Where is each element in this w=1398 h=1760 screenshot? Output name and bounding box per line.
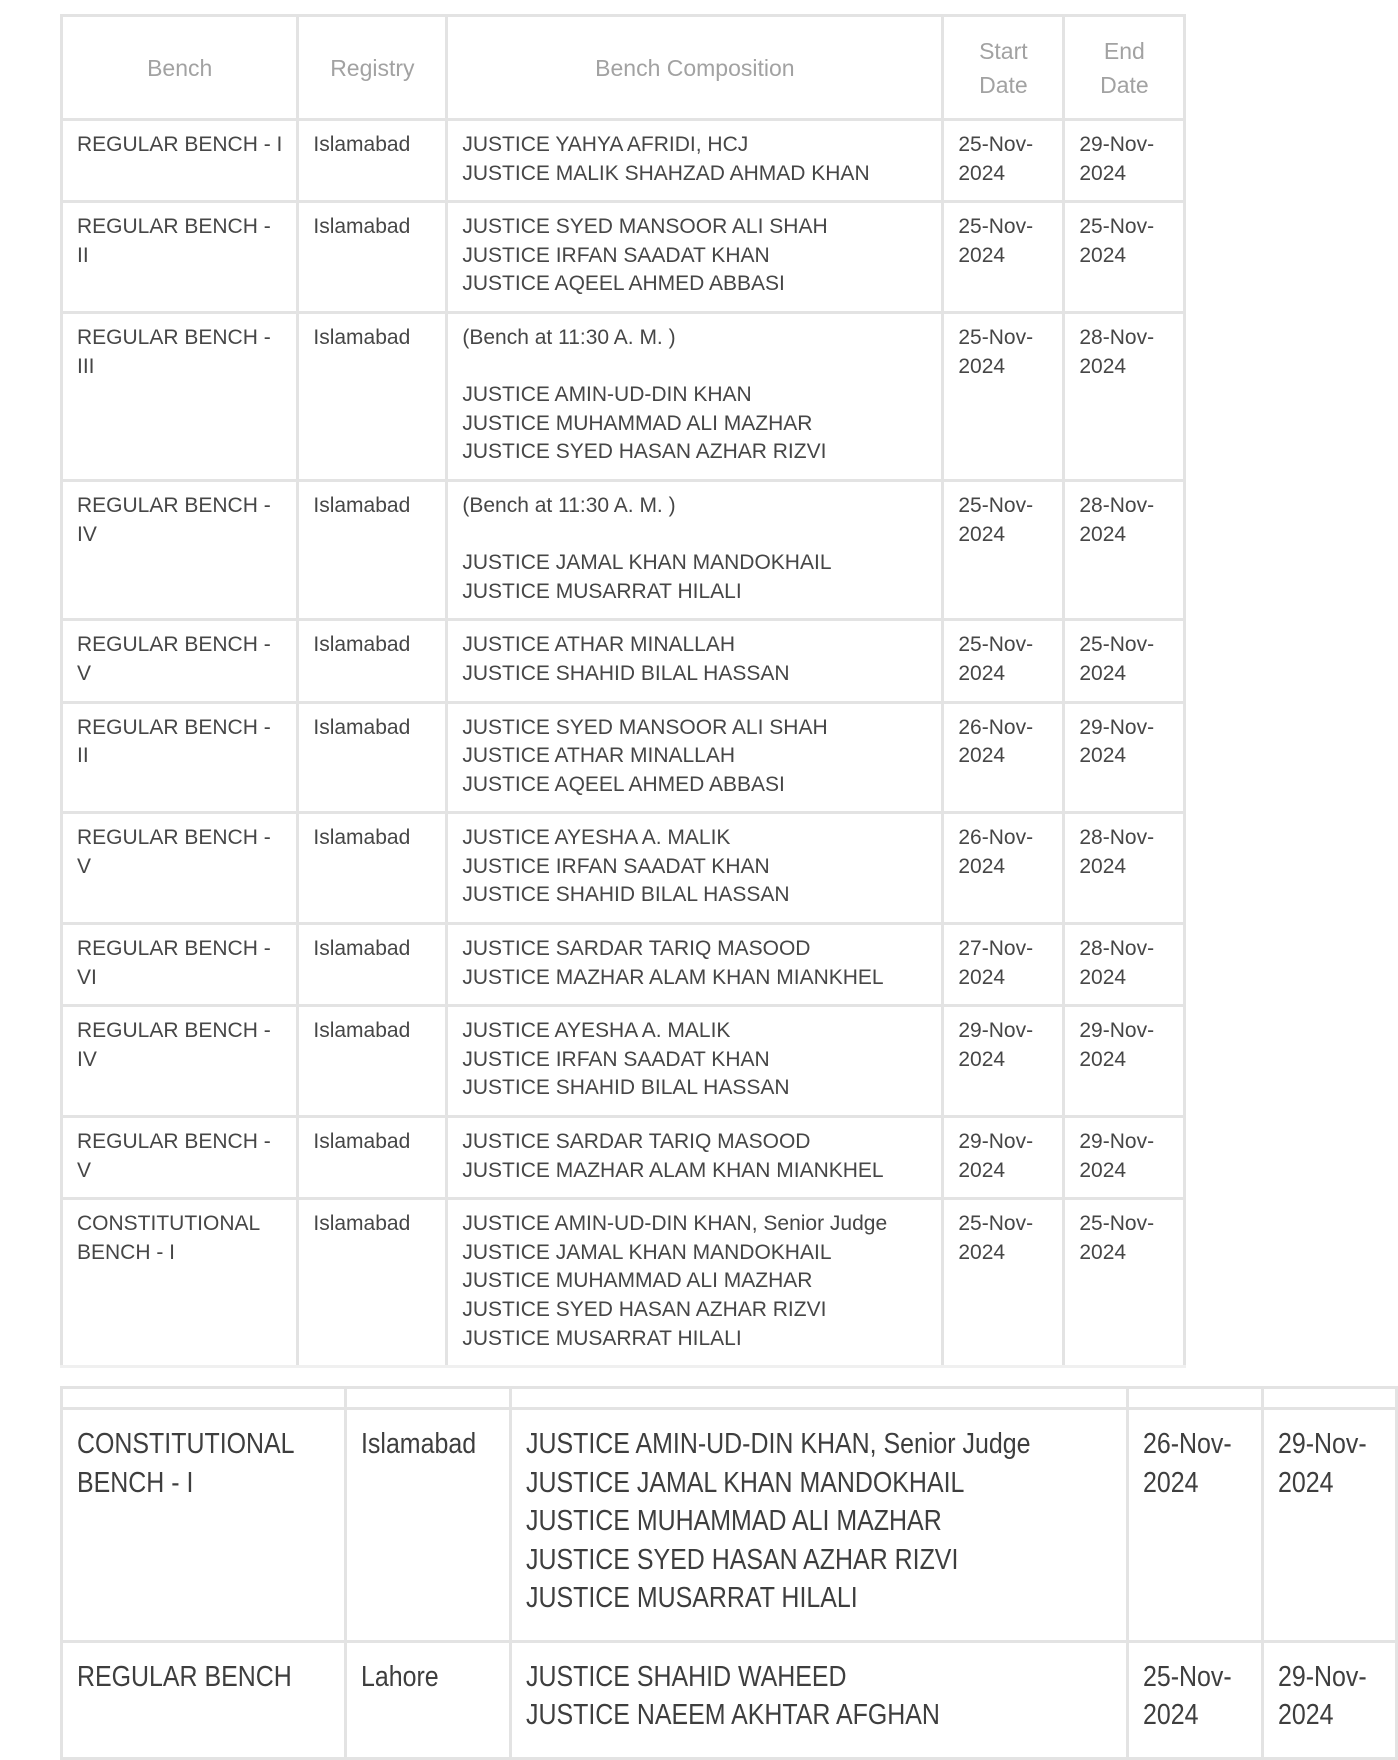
registry-line: Islamabad: [313, 325, 411, 349]
header-start-line1: Start: [979, 37, 1028, 64]
registry-cell: [298, 480, 447, 619]
end-date-line: 25-Nov-: [1079, 1212, 1155, 1236]
bench-line: REGULAR BENCH -: [77, 325, 271, 349]
start-date-cell: [943, 813, 1064, 924]
end-date-line: 29-Nov-: [1079, 715, 1155, 739]
bench-time-note: (Bench at 11:30 A. M. ): [462, 493, 676, 517]
end-date-cell: [1064, 813, 1185, 924]
bench-cell: [62, 620, 298, 702]
header-composition: Bench Composition: [447, 16, 943, 120]
start-date-line: 26-Nov-: [958, 715, 1034, 739]
justice-name: JUSTICE IRFAN SAADAT KHAN: [462, 243, 770, 267]
bench-line: REGULAR BENCH -: [77, 1019, 271, 1043]
table-row: [62, 924, 1185, 1006]
composition-cell: [447, 813, 943, 924]
composition-cell: [447, 1006, 943, 1117]
start-date-cell: [943, 312, 1064, 480]
header-start-line2: Date: [979, 71, 1028, 98]
end-date-line: 2024: [1277, 1466, 1334, 1499]
end-date-line: 2024: [1079, 243, 1127, 267]
bench-cell: [62, 120, 298, 202]
justice-name: JUSTICE JAMAL KHAN MANDOKHAIL: [462, 551, 832, 575]
justice-name: JUSTICE AMIN-UD-DIN KHAN: [462, 383, 752, 407]
start-date-line: 25-Nov-: [958, 493, 1034, 517]
registry-line: Islamabad: [313, 1212, 411, 1236]
table-row: [62, 480, 1185, 619]
end-date-line: 29-Nov-: [1277, 1428, 1367, 1460]
start-date-line: 26-Nov-: [958, 826, 1034, 850]
start-date-line: 29-Nov-: [958, 1019, 1034, 1043]
bench-line: REGULAR BENCH -: [77, 715, 271, 739]
justice-name: JUSTICE SHAHID BILAL HASSAN: [462, 883, 790, 907]
registry-cell: [345, 1409, 510, 1642]
end-date-cell: [1064, 312, 1185, 480]
registry-cell: [298, 1006, 447, 1117]
end-date-cell: [1262, 1409, 1396, 1642]
composition-cell: [447, 120, 943, 202]
end-date-line: 2024: [1079, 965, 1127, 989]
start-date-line: 2024: [958, 1240, 1006, 1264]
bench-cell: [62, 1641, 346, 1758]
start-date-line: 2024: [958, 744, 1006, 768]
bench-line: IV: [77, 522, 97, 546]
table-row: [62, 813, 1185, 924]
end-date-line: 28-Nov-: [1079, 826, 1155, 850]
table-row: [62, 202, 1185, 313]
registry-line: Islamabad: [313, 133, 411, 156]
table-row: [62, 702, 1185, 813]
bench-cell: [62, 1117, 298, 1199]
registry-line: Islamabad: [360, 1428, 477, 1460]
justice-name: JUSTICE AMIN-UD-DIN KHAN, Senior Judge: [462, 1212, 888, 1236]
start-date-cell: [943, 202, 1064, 313]
start-date-line: 2024: [958, 161, 1006, 185]
header-end-date: [1064, 16, 1185, 120]
start-date-line: 2024: [1143, 1466, 1199, 1499]
registry-cell: [298, 813, 447, 924]
bench-line: REGULAR BENCH -: [77, 826, 271, 850]
start-date-cell: [943, 120, 1064, 202]
justice-name: JUSTICE MUSARRAT HILALI: [462, 579, 742, 603]
start-date-cell: [943, 702, 1064, 813]
start-date-line: 25-Nov-: [1143, 1660, 1233, 1693]
end-date-line: 2024: [1079, 1158, 1127, 1182]
bench-line: REGULAR BENCH -: [77, 633, 271, 657]
registry-line: Islamabad: [313, 1130, 411, 1154]
registry-line: Islamabad: [313, 633, 411, 657]
spacer: [462, 353, 927, 382]
end-date-line: 28-Nov-: [1079, 325, 1155, 349]
bench-line: VI: [77, 965, 97, 989]
bench-line: II: [77, 744, 89, 768]
registry-cell: [298, 702, 447, 813]
start-date-cell: [943, 924, 1064, 1006]
justice-name: JUSTICE AQEEL AHMED ABBASI: [462, 272, 785, 296]
registry-line: Islamabad: [313, 826, 411, 850]
header-bench: Bench: [62, 16, 298, 120]
end-date-line: 2024: [1079, 1240, 1127, 1264]
end-date-cell: [1262, 1641, 1396, 1758]
start-date-line: 2024: [958, 354, 1006, 378]
table-row: [62, 1117, 1185, 1199]
header-end-line1: End: [1103, 37, 1145, 64]
start-date-line: 29-Nov-: [958, 1130, 1034, 1154]
start-date-line: 25-Nov-: [958, 133, 1034, 156]
registry-cell: [298, 1117, 447, 1199]
justice-name: JUSTICE MUHAMMAD ALI MAZHAR: [525, 1505, 942, 1537]
justice-name: JUSTICE JAMAL KHAN MANDOKHAIL: [525, 1466, 965, 1499]
bench-line: V: [77, 661, 92, 685]
end-date-line: 25-Nov-: [1079, 633, 1155, 657]
start-date-cell: [943, 1117, 1064, 1199]
header-registry: Registry: [298, 16, 447, 120]
end-date-line: 2024: [1277, 1699, 1334, 1731]
bench-line: IV: [77, 1047, 97, 1071]
justice-name: JUSTICE IRFAN SAADAT KHAN: [462, 1047, 770, 1071]
justice-name: JUSTICE ATHAR MINALLAH: [462, 744, 736, 768]
justice-name: JUSTICE SHAHID BILAL HASSAN: [462, 1076, 790, 1100]
start-date-line: 2024: [958, 965, 1006, 989]
table-row: [62, 1641, 1397, 1758]
justice-name: JUSTICE SARDAR TARIQ MASOOD: [462, 937, 811, 961]
end-date-cell: [1064, 1006, 1185, 1117]
bench-line: REGULAR BENCH -: [77, 1130, 271, 1154]
end-date-line: 2024: [1079, 744, 1127, 768]
justice-name: JUSTICE AMIN-UD-DIN KHAN, Senior Judge: [525, 1428, 1031, 1460]
start-date-cell: [1128, 1409, 1262, 1642]
header-row: [62, 16, 1185, 120]
justice-name: JUSTICE JAMAL KHAN MANDOKHAIL: [462, 1240, 832, 1264]
table-row: [62, 620, 1185, 702]
bench-line: CONSTITUTIONAL: [77, 1212, 261, 1236]
bench-line: REGULAR BENCH - I: [77, 133, 283, 156]
bench-line: CONSTITUTIONAL: [77, 1428, 295, 1460]
justice-name: JUSTICE AYESHA A. MALIK: [462, 826, 731, 850]
bench-cell: [62, 924, 298, 1006]
bench-cell: [62, 1409, 346, 1642]
registry-line: Islamabad: [313, 1019, 411, 1043]
end-date-cell: [1064, 120, 1185, 202]
bench-line: REGULAR BENCH -: [77, 493, 271, 517]
justice-name: JUSTICE NAEEM AKHTAR AFGHAN: [525, 1699, 940, 1731]
bench-cell: [62, 702, 298, 813]
registry-cell: [298, 120, 447, 202]
end-date-cell: [1064, 1117, 1185, 1199]
justice-name: JUSTICE SHAHID WAHEED: [525, 1660, 847, 1693]
start-date-line: 2024: [1143, 1699, 1199, 1731]
start-date-line: 2024: [958, 661, 1006, 685]
bench-cell: [62, 480, 298, 619]
registry-line: Islamabad: [313, 715, 411, 739]
end-date-line: 29-Nov-: [1079, 133, 1155, 156]
bench-line: BENCH - I: [77, 1240, 176, 1264]
composition-cell: [510, 1641, 1128, 1758]
end-date-line: 2024: [1079, 1047, 1127, 1071]
start-date-cell: [1128, 1641, 1262, 1758]
composition-cell: [447, 924, 943, 1006]
table-row: [62, 1199, 1185, 1367]
justice-name: JUSTICE AQEEL AHMED ABBASI: [462, 772, 785, 796]
end-date-line: 2024: [1079, 854, 1127, 878]
justice-name: JUSTICE MALIK SHAHZAD AHMAD KHAN: [462, 161, 870, 185]
start-date-line: 2024: [958, 243, 1006, 267]
bench-line: REGULAR BENCH: [77, 1660, 292, 1693]
bench-line: V: [77, 854, 92, 878]
end-date-line: 29-Nov-: [1079, 1019, 1155, 1043]
composition-cell: [447, 1199, 943, 1367]
end-date-cell: [1064, 924, 1185, 1006]
justice-name: JUSTICE SYED HASAN AZHAR RIZVI: [525, 1543, 959, 1576]
end-date-line: 2024: [1079, 354, 1127, 378]
composition-cell: [510, 1409, 1128, 1642]
table-row: [62, 1006, 1185, 1117]
end-date-line: 2024: [1079, 161, 1127, 185]
bench-cell: [62, 312, 298, 480]
end-date-cell: [1064, 480, 1185, 619]
start-date-cell: [943, 480, 1064, 619]
page-break-row: [62, 1388, 1397, 1409]
justice-name: JUSTICE AYESHA A. MALIK: [462, 1019, 731, 1043]
bench-cell: [62, 202, 298, 313]
table-row: [62, 1409, 1397, 1642]
end-date-cell: [1064, 1199, 1185, 1367]
justice-name: JUSTICE MUHAMMAD ALI MAZHAR: [462, 411, 813, 435]
justice-name: JUSTICE MUSARRAT HILALI: [525, 1582, 858, 1614]
bench-line: III: [77, 354, 95, 378]
start-date-cell: [943, 1006, 1064, 1117]
bench-line: REGULAR BENCH -: [77, 937, 271, 961]
composition-cell: [447, 620, 943, 702]
justice-name: JUSTICE SYED HASAN AZHAR RIZVI: [462, 1298, 827, 1321]
registry-line: Islamabad: [313, 493, 411, 517]
end-date-line: 2024: [1079, 522, 1127, 546]
composition-cell: [447, 480, 943, 619]
bench-line: II: [77, 243, 89, 267]
table-row: [62, 120, 1185, 202]
composition-cell: [447, 702, 943, 813]
registry-cell: [298, 202, 447, 313]
start-date-line: 27-Nov-: [958, 937, 1034, 961]
start-date-cell: [943, 1199, 1064, 1367]
start-date-line: 2024: [958, 1158, 1006, 1182]
start-date-line: 2024: [958, 854, 1006, 878]
registry-line: Islamabad: [313, 937, 411, 961]
start-date-line: 2024: [958, 522, 1006, 546]
bench-schedule-table: [60, 14, 1186, 1368]
end-date-cell: [1064, 202, 1185, 313]
bench-time-note: (Bench at 11:30 A. M. ): [462, 325, 676, 349]
end-date-line: 29-Nov-: [1079, 1130, 1155, 1154]
end-date-line: 28-Nov-: [1079, 937, 1155, 961]
justice-name: JUSTICE SYED MANSOOR ALI SHAH: [462, 715, 828, 739]
bench-schedule-table-continued: [60, 1386, 1398, 1760]
spacer: [462, 521, 927, 550]
justice-name: JUSTICE MUSARRAT HILALI: [462, 1326, 742, 1350]
bench-cell: [62, 1006, 298, 1117]
start-date-line: 25-Nov-: [958, 215, 1034, 239]
start-date-line: 2024: [958, 1047, 1006, 1071]
bench-cell: [62, 1199, 298, 1367]
composition-cell: [447, 202, 943, 313]
end-date-cell: [1064, 702, 1185, 813]
table-row: [62, 312, 1185, 480]
header-start-date: [943, 16, 1064, 120]
composition-cell: [447, 1117, 943, 1199]
bench-line: V: [77, 1158, 92, 1182]
end-date-cell: [1064, 620, 1185, 702]
justice-name: JUSTICE SHAHID BILAL HASSAN: [462, 661, 790, 685]
registry-cell: [298, 1199, 447, 1367]
registry-line: Islamabad: [313, 215, 411, 239]
end-date-line: 29-Nov-: [1277, 1660, 1367, 1693]
justice-name: JUSTICE MAZHAR ALAM KHAN MIANKHEL: [462, 965, 884, 989]
composition-cell: [447, 312, 943, 480]
justice-name: JUSTICE SYED HASAN AZHAR RIZVI: [462, 440, 827, 464]
end-date-line: 2024: [1079, 661, 1127, 685]
end-date-line: 28-Nov-: [1079, 493, 1155, 517]
end-date-line: 25-Nov-: [1079, 215, 1155, 239]
start-date-cell: [943, 620, 1064, 702]
bench-line: REGULAR BENCH -: [77, 215, 271, 239]
registry-cell: [345, 1641, 510, 1758]
bench-line: BENCH - I: [77, 1466, 194, 1499]
bench-cell: [62, 813, 298, 924]
start-date-line: 26-Nov-: [1143, 1428, 1233, 1460]
justice-name: JUSTICE MAZHAR ALAM KHAN MIANKHEL: [462, 1158, 884, 1182]
start-date-line: 25-Nov-: [958, 1212, 1034, 1236]
justice-name: JUSTICE YAHYA AFRIDI, HCJ: [462, 133, 749, 156]
justice-name: JUSTICE ATHAR MINALLAH: [462, 633, 736, 657]
justice-name: JUSTICE IRFAN SAADAT KHAN: [462, 854, 770, 878]
start-date-line: 25-Nov-: [958, 633, 1034, 657]
justice-name: JUSTICE SYED MANSOOR ALI SHAH: [462, 215, 828, 239]
registry-line: Lahore: [360, 1660, 439, 1693]
registry-cell: [298, 924, 447, 1006]
registry-cell: [298, 620, 447, 702]
header-end-line2: Date: [1100, 71, 1149, 98]
registry-cell: [298, 312, 447, 480]
justice-name: JUSTICE SARDAR TARIQ MASOOD: [462, 1130, 811, 1154]
start-date-line: 25-Nov-: [958, 325, 1034, 349]
justice-name: JUSTICE MUHAMMAD ALI MAZHAR: [462, 1269, 813, 1293]
